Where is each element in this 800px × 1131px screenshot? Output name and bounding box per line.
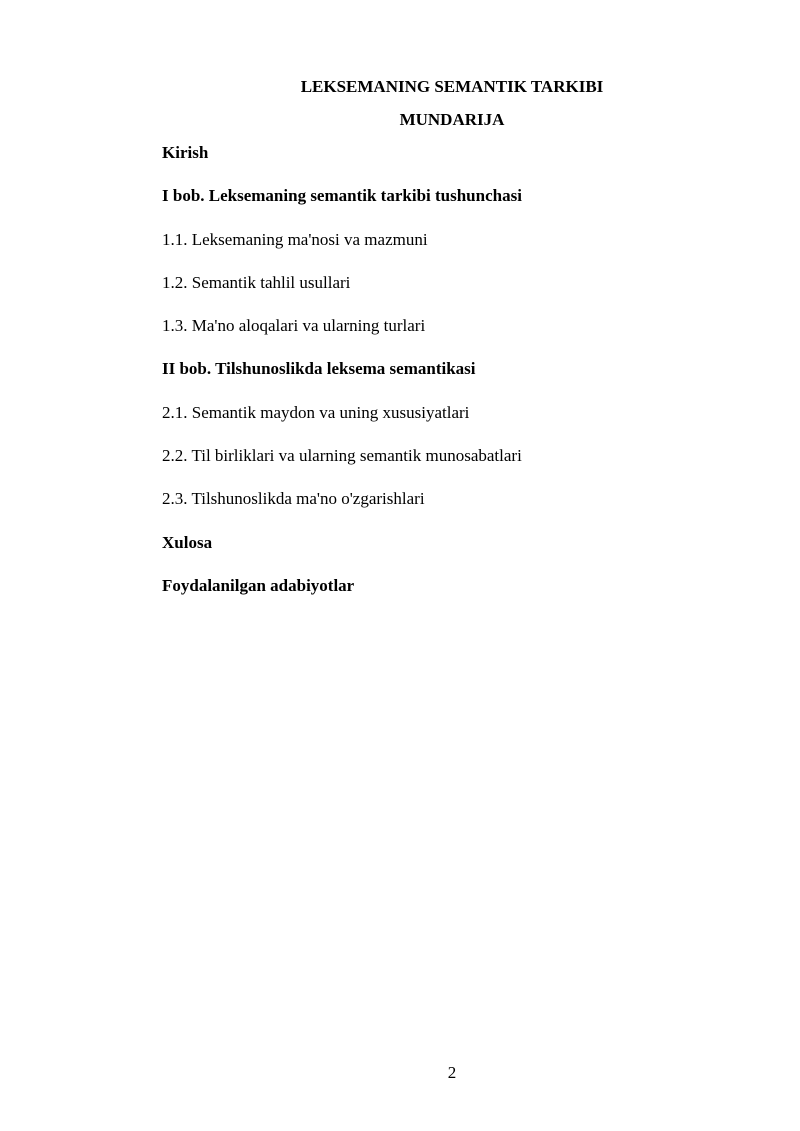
toc-entry: Foydalanilgan adabiyotlar xyxy=(162,575,355,595)
table-of-contents-heading: MUNDARIJA xyxy=(399,110,505,129)
toc-entry: 2.2. Til birliklari va ularning semantik munosabatlari xyxy=(162,446,522,466)
toc-entry: Kirish xyxy=(162,143,209,162)
toc-entry: 1.1. Leksemaning ma'nosi va mazmuni xyxy=(162,229,428,249)
toc-entry: 2.1. Semantik maydon va uning xususiyatlari xyxy=(162,402,470,422)
toc-entry: Xulosa xyxy=(162,532,213,552)
toc-entry: 2.3. Tilshunoslikda ma'no o'zgarishlari xyxy=(162,489,425,509)
document-title: LEKSEMANING SEMANTIK TARKIBI xyxy=(300,77,604,96)
toc-entry: I bob. Leksemaning semantik tarkibi tushunchasi xyxy=(162,186,522,206)
page-number: 2 xyxy=(447,1063,457,1082)
table-of-contents xyxy=(162,142,762,618)
toc-entry: 1.3. Ma'no aloqalari va ularning turlari xyxy=(162,316,426,336)
toc-entry: 1.2. Semantik tahlil usullari xyxy=(162,272,351,292)
toc-entry: II bob. Tilshunoslikda leksema semantikasi xyxy=(162,359,476,379)
